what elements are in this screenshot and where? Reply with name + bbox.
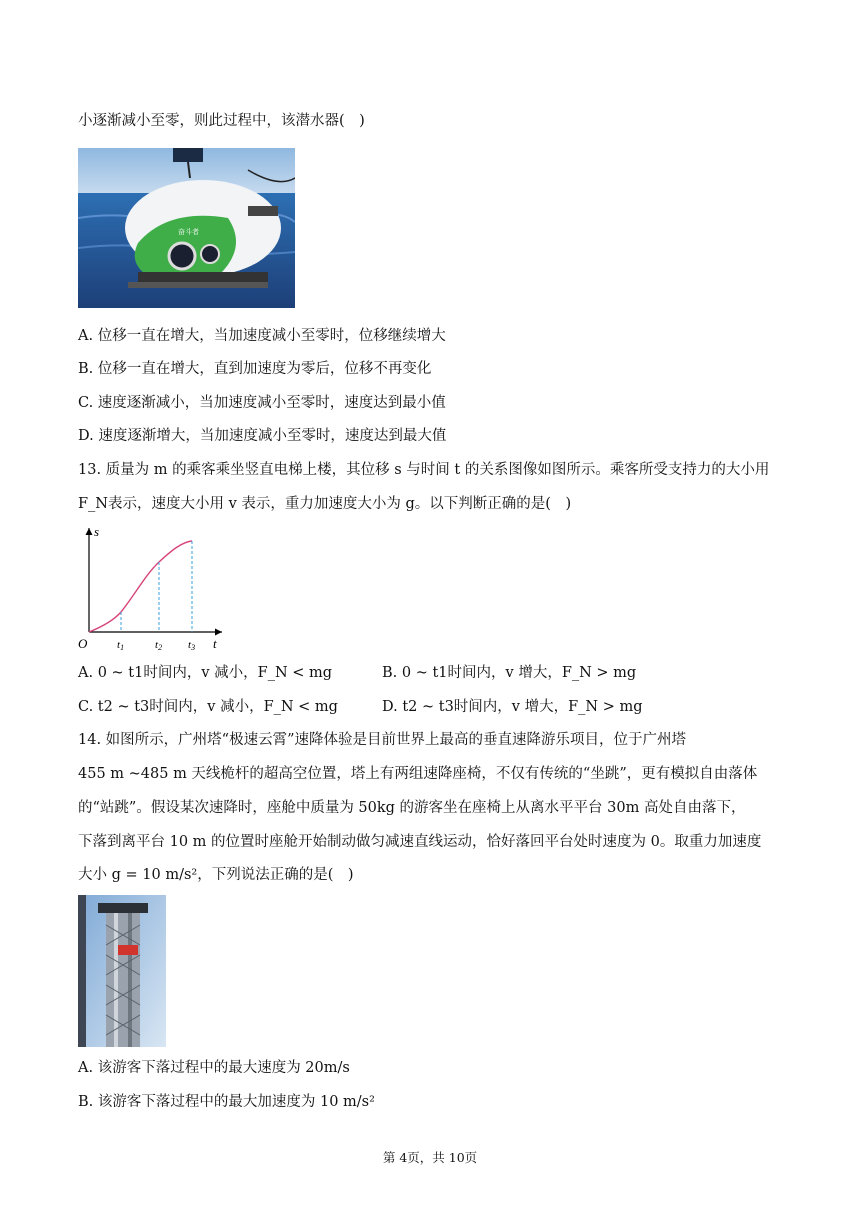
q12-option-a: A. 位移一直在增大，当加速度减小至零时，位移继续增大 xyxy=(78,328,446,344)
submersible-photo xyxy=(78,148,295,308)
q13-stem-line1: 13. 质量为 m 的乘客乘坐竖直电梯上楼，其位移 s 与时间 t 的关系图像如图所示。乘客所受支持力的大小用 xyxy=(78,462,770,478)
q12-stem-tail: 小逐渐减小至零，则此过程中，该潜水器( ) xyxy=(78,113,365,129)
q12-option-b: B. 位移一直在增大，直到加速度为零后，位移不再变化 xyxy=(78,361,432,377)
tick-t2: t2 xyxy=(155,639,163,652)
q14-stem-line1: 14. 如图所示，广州塔“极速云霄”速降体验是目前世界上最高的垂直速降游乐项目，位于广州塔 xyxy=(78,732,686,748)
q14-stem-line4: 下落到离平台 10 m 的位置时座舱开始制动做匀减速直线运动，恰好落回平台处时速度为 0。取重力加速度 xyxy=(78,834,762,850)
q14-option-a: A. 该游客下落过程中的最大速度为 20m/s xyxy=(78,1060,350,1076)
q14-stem-line5: 大小 g = 10 m/s²，下列说法正确的是( ) xyxy=(78,867,354,883)
y-axis-label: s xyxy=(94,524,100,539)
x-axis-label: t xyxy=(213,636,217,651)
q13-option-c: C. t2 ~ t3时间内，v 减小，F_N < mg xyxy=(78,699,338,715)
s-t-graph xyxy=(74,522,234,652)
tick-t3: t3 xyxy=(188,639,196,652)
svg-text:奋斗者: 奋斗者 xyxy=(178,228,199,236)
q14-stem-line3: 的“站跳”。假设某次速降时，座舱中质量为 50kg 的游客坐在座椅上从离水平平台 30m 高处自由落下， xyxy=(78,800,746,816)
q13-option-d: D. t2 ~ t3时间内，v 增大，F_N > mg xyxy=(382,699,643,715)
page-footer: 第 4页，共 10页 xyxy=(382,1150,478,1165)
tick-t1: t1 xyxy=(117,639,125,652)
q13-stem-line2: F_N表示，速度大小用 v 表示，重力加速度大小为 g。以下判断正确的是( ) xyxy=(78,496,572,512)
canton-tower-photo xyxy=(78,895,166,1047)
q12-option-d: D. 速度逐渐增大，当加速度减小至零时，速度达到最大值 xyxy=(78,428,447,444)
q12-option-c: C. 速度逐渐减小，当加速度减小至零时，速度达到最小值 xyxy=(78,395,446,411)
q13-option-a: A. 0 ~ t1时间内，v 减小，F_N < mg xyxy=(78,665,333,681)
q13-option-b: B. 0 ~ t1时间内，v 增大，F_N > mg xyxy=(382,665,637,681)
q14-option-b: B. 该游客下落过程中的最大加速度为 10 m/s² xyxy=(78,1094,375,1110)
q14-stem-line2: 455 m ~485 m 天线桅杆的超高空位置，塔上有两组速降座椅，不仅有传统的“坐跳”，更有模拟自由落体 xyxy=(78,766,758,782)
origin-label: O xyxy=(78,636,88,651)
s-t-curve xyxy=(89,541,192,632)
